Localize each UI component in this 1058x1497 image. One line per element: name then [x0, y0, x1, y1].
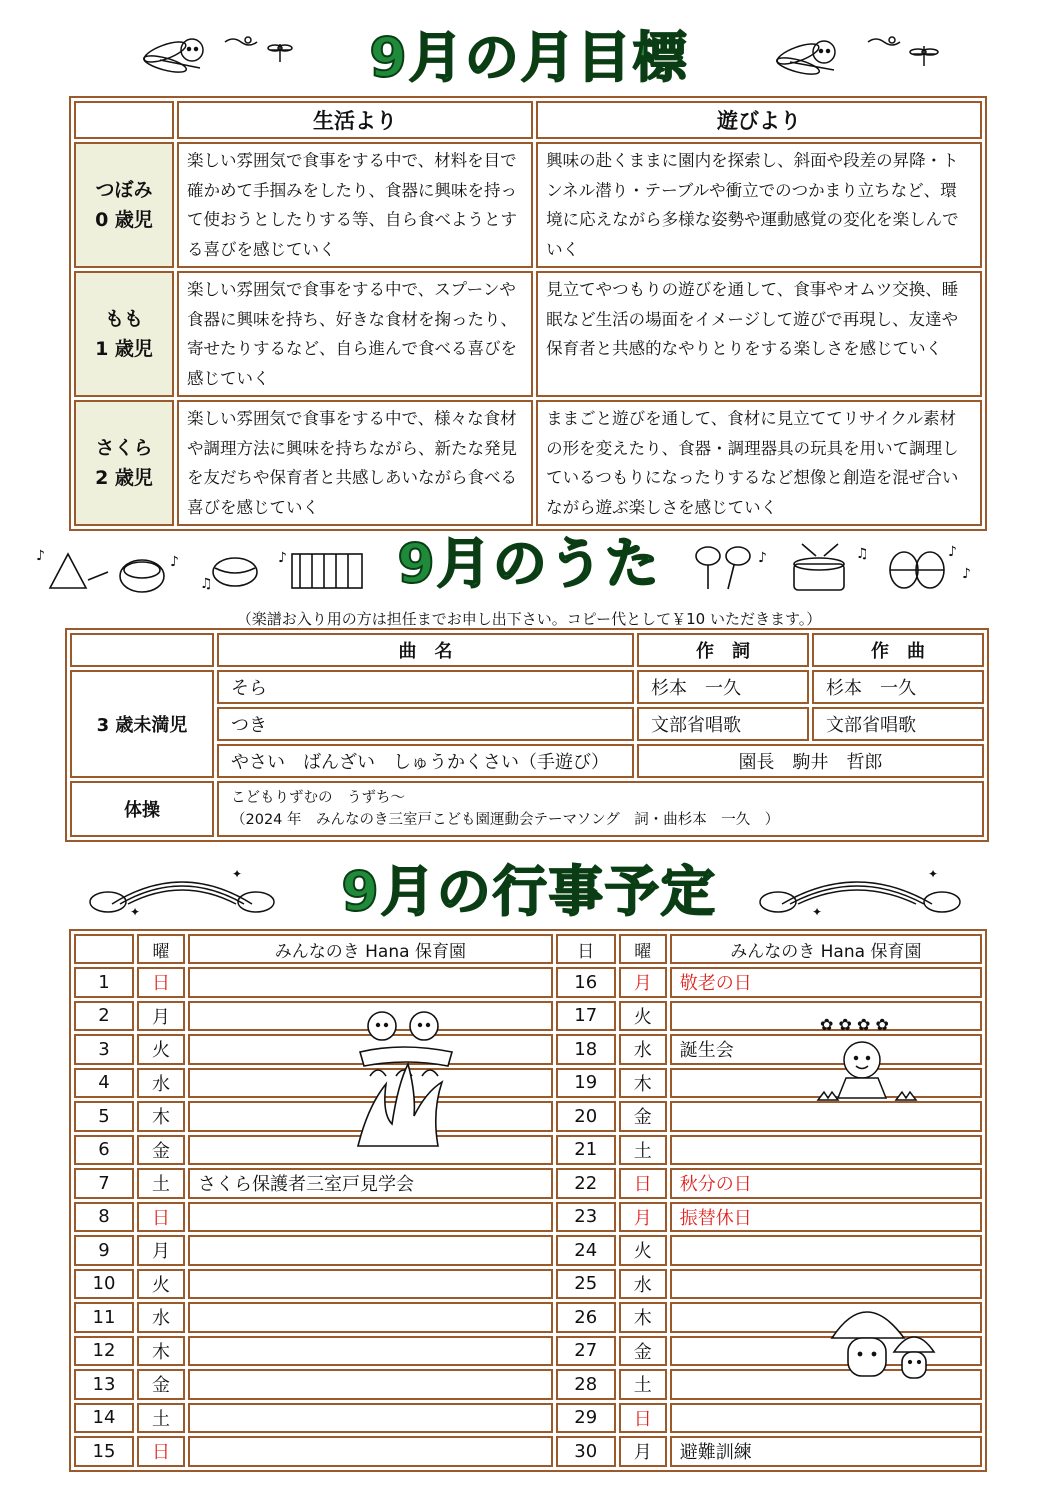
event-weekday: 月	[137, 1001, 185, 1032]
event-date: 12	[74, 1336, 134, 1367]
songs-table	[65, 628, 989, 842]
event-weekday: 木	[619, 1068, 667, 1099]
event-date: 15	[74, 1436, 134, 1467]
class-cell	[74, 400, 174, 526]
event-date: 9	[74, 1235, 134, 1266]
event-text	[188, 1369, 553, 1400]
mushroom-characters-illustration	[826, 1294, 938, 1390]
event-weekday: 土	[619, 1135, 667, 1166]
event-date: 28	[556, 1369, 616, 1400]
song-title: やさい ばんざい しゅうかくさい（手遊び）	[217, 744, 634, 778]
event-weekday: 金	[619, 1336, 667, 1367]
song-row	[70, 670, 984, 704]
song-group-label: 3 歳未満児	[70, 670, 214, 778]
events-header-weekday: 曜	[619, 934, 667, 964]
event-weekday: 日	[619, 1168, 667, 1199]
song-title: つき	[217, 707, 634, 741]
svg-text:✦: ✦	[928, 867, 939, 881]
svg-text:♫: ♫	[856, 546, 869, 562]
events-table	[69, 929, 987, 1472]
event-date: 2	[74, 1001, 134, 1032]
exercise-credit: （2024 年 みんなのき三室戸こども園運動会テーマソング 詞・曲杉本 一久 ）	[231, 812, 780, 828]
event-date: 26	[556, 1302, 616, 1333]
events-header-date: 日	[556, 934, 616, 964]
play-goal-text: 見立てやつもりの遊びを通して、食事やオムツ交換、睡眠など生活の場面をイメージして遊びで再現し、友達や保育者と共感的なやりとりをする楽しさを感じていく	[536, 271, 982, 397]
songs-corner-cell	[70, 633, 214, 667]
event-weekday: 月	[619, 967, 667, 998]
goals-row	[74, 400, 982, 526]
songs-title: 9月のうた	[397, 532, 661, 595]
event-weekday: 日	[137, 967, 185, 998]
event-weekday: 日	[619, 1403, 667, 1434]
song-title: そら	[217, 670, 634, 704]
exercise-label: 体操	[70, 781, 214, 837]
girl-with-butterflies-illustration	[812, 1012, 922, 1108]
event-row	[74, 1202, 982, 1233]
event-weekday: 水	[137, 1068, 185, 1099]
goals-row	[74, 271, 982, 397]
event-date: 3	[74, 1034, 134, 1065]
life-goal-text: 楽しい雰囲気で食事をする中で、材料を目で確かめて手掴みをしたり、食器に興味を持って使おうとしたりする等、自ら食べようとする喜びを感じていく	[177, 142, 533, 268]
event-date: 16	[556, 967, 616, 998]
event-date: 14	[74, 1403, 134, 1434]
event-date: 29	[556, 1403, 616, 1434]
goals-title: 9月の月目標	[369, 26, 689, 89]
event-text	[670, 1403, 982, 1434]
class-cell	[74, 271, 174, 397]
event-text	[670, 1135, 982, 1166]
event-text	[188, 1336, 553, 1367]
event-weekday: 月	[619, 1202, 667, 1233]
event-text	[188, 1403, 553, 1434]
class-name: さくら	[95, 437, 153, 459]
play-goal-text: 興味の赴くままに園内を探索し、斜面や段差の昇降・トンネル潜り・テーブルや衝立でのつかまり立ちなど、環境に応えながら多様な姿勢や運動感覚の変化を楽しんでいく	[536, 142, 982, 268]
event-date: 24	[556, 1235, 616, 1266]
svg-text:♪: ♪	[36, 548, 45, 564]
event-date: 22	[556, 1168, 616, 1199]
event-text	[670, 1235, 982, 1266]
event-date: 7	[74, 1168, 134, 1199]
svg-text:✦: ✦	[130, 905, 141, 918]
class-name: もも	[104, 308, 143, 330]
event-weekday: 水	[137, 1302, 185, 1333]
event-date: 4	[74, 1068, 134, 1099]
event-row	[74, 1235, 982, 1266]
song-music: 文部省唱歌	[812, 707, 984, 741]
event-weekday: 土	[619, 1369, 667, 1400]
event-date: 1	[74, 967, 134, 998]
event-date: 8	[74, 1202, 134, 1233]
svg-text:♫: ♫	[200, 576, 213, 592]
svg-text:♪: ♪	[170, 554, 179, 570]
svg-text:♪: ♪	[278, 550, 287, 566]
event-weekday: 日	[137, 1202, 185, 1233]
events-corner-cell	[74, 934, 134, 964]
goals-corner-cell	[74, 101, 174, 139]
event-weekday: 木	[137, 1336, 185, 1367]
event-row	[74, 1135, 982, 1166]
event-text	[188, 967, 553, 998]
class-age: 2 歳児	[95, 467, 153, 489]
event-date: 23	[556, 1202, 616, 1233]
event-date: 19	[556, 1068, 616, 1099]
event-date: 27	[556, 1336, 616, 1367]
event-text: 避難訓練	[670, 1436, 982, 1467]
exercise-row	[70, 781, 984, 837]
event-weekday: 土	[137, 1168, 185, 1199]
event-weekday: 金	[137, 1369, 185, 1400]
goals-header-life: 生活より	[177, 101, 533, 139]
event-weekday: 水	[619, 1269, 667, 1300]
event-weekday: 日	[137, 1436, 185, 1467]
children-playing-illustration	[350, 1006, 462, 1156]
songs-header-title: 曲 名	[217, 633, 634, 667]
class-age: 1 歳児	[95, 338, 153, 360]
musical-instruments-illustration-right	[686, 538, 1006, 600]
event-date: 18	[556, 1034, 616, 1065]
event-text	[188, 1269, 553, 1300]
song-lyrics: 杉本 一久	[637, 670, 809, 704]
event-text	[188, 1302, 553, 1333]
event-date: 10	[74, 1269, 134, 1300]
event-text	[188, 1202, 553, 1233]
event-weekday: 月	[619, 1436, 667, 1467]
svg-text:✦: ✦	[232, 867, 243, 881]
event-text: 敬老の日	[670, 967, 982, 998]
event-row	[74, 1436, 982, 1467]
event-date: 25	[556, 1269, 616, 1300]
goals-header-play: 遊びより	[536, 101, 982, 139]
event-row	[74, 1168, 982, 1199]
event-weekday: 水	[619, 1034, 667, 1065]
events-header-school: みんなのき Hana 保育園	[188, 934, 553, 964]
event-text	[188, 1436, 553, 1467]
event-date: 13	[74, 1369, 134, 1400]
exercise-cell	[217, 781, 984, 837]
goals-row	[74, 142, 982, 268]
dragonfly-kids-illustration-left	[130, 30, 300, 82]
life-goal-text: 楽しい雰囲気で食事をする中で、スプーンや食器に興味を持ち、好きな食材を掬ったり、寄せたりするなど、自ら進んで食べる喜びを感じていく	[177, 271, 533, 397]
event-date: 20	[556, 1101, 616, 1132]
event-date: 30	[556, 1436, 616, 1467]
event-weekday: 火	[137, 1269, 185, 1300]
svg-text:♪: ♪	[758, 550, 767, 566]
play-goal-text: ままごと遊びを通して、食材に見立ててリサイクル素材の形を変えたり、食器・調理器具の玩具を用いて調理しているつもりになったりするなど想像と創造を混ぜ合いながら遊ぶ楽しさを感じていく	[536, 400, 982, 526]
svg-text:♪: ♪	[962, 566, 971, 582]
songs-header-music: 作 曲	[812, 633, 984, 667]
exercise-song: こどもりずむの うずち～	[231, 790, 405, 806]
svg-text:✿ ✿ ✿ ✿: ✿ ✿ ✿ ✿	[820, 1015, 889, 1034]
event-date: 17	[556, 1001, 616, 1032]
event-weekday: 木	[619, 1302, 667, 1333]
event-date: 5	[74, 1101, 134, 1132]
monthly-goals-table	[69, 96, 987, 531]
song-credit: 園長 駒井 哲郎	[637, 744, 984, 778]
event-weekday: 金	[137, 1135, 185, 1166]
event-weekday: 火	[619, 1001, 667, 1032]
events-header-school: みんなのき Hana 保育園	[670, 934, 982, 964]
event-weekday: 火	[619, 1235, 667, 1266]
event-weekday: 木	[137, 1101, 185, 1132]
life-goal-text: 楽しい雰囲気で食事をする中で、様々な食材や調理方法に興味を持ちながら、新たな発見を友だちや保育者と共感しあいながら食べる喜びを感じていく	[177, 400, 533, 526]
sheet-music-note: （楽譜お入り用の方は担任までお申し出下さい。コピー代として￥10 いただきます。）	[236, 610, 822, 628]
event-text: 秋分の日	[670, 1168, 982, 1199]
songs-header-lyrics: 作 詞	[637, 633, 809, 667]
class-cell	[74, 142, 174, 268]
events-header-weekday: 曜	[137, 934, 185, 964]
dragonfly-kids-illustration-right	[768, 30, 948, 84]
event-text: 誕生会	[670, 1034, 982, 1065]
event-date: 6	[74, 1135, 134, 1166]
event-date: 21	[556, 1135, 616, 1166]
event-weekday: 火	[137, 1034, 185, 1065]
event-weekday: 土	[137, 1403, 185, 1434]
event-text: さくら保護者三室戸見学会	[188, 1168, 553, 1199]
event-row	[74, 1403, 982, 1434]
event-date: 11	[74, 1302, 134, 1333]
events-title: 9月の行事予定	[341, 860, 717, 923]
event-row	[74, 967, 982, 998]
event-text: 振替休日	[670, 1202, 982, 1233]
song-lyrics: 文部省唱歌	[637, 707, 809, 741]
event-weekday: 月	[137, 1235, 185, 1266]
svg-text:✦: ✦	[812, 905, 823, 918]
song-music: 杉本 一久	[812, 670, 984, 704]
class-name: つぼみ	[95, 179, 153, 201]
rainbow-clouds-illustration-right	[752, 864, 972, 918]
event-weekday: 金	[619, 1101, 667, 1132]
class-age: 0 歳児	[95, 209, 153, 231]
svg-text:♪: ♪	[948, 544, 957, 560]
event-text	[188, 1235, 553, 1266]
